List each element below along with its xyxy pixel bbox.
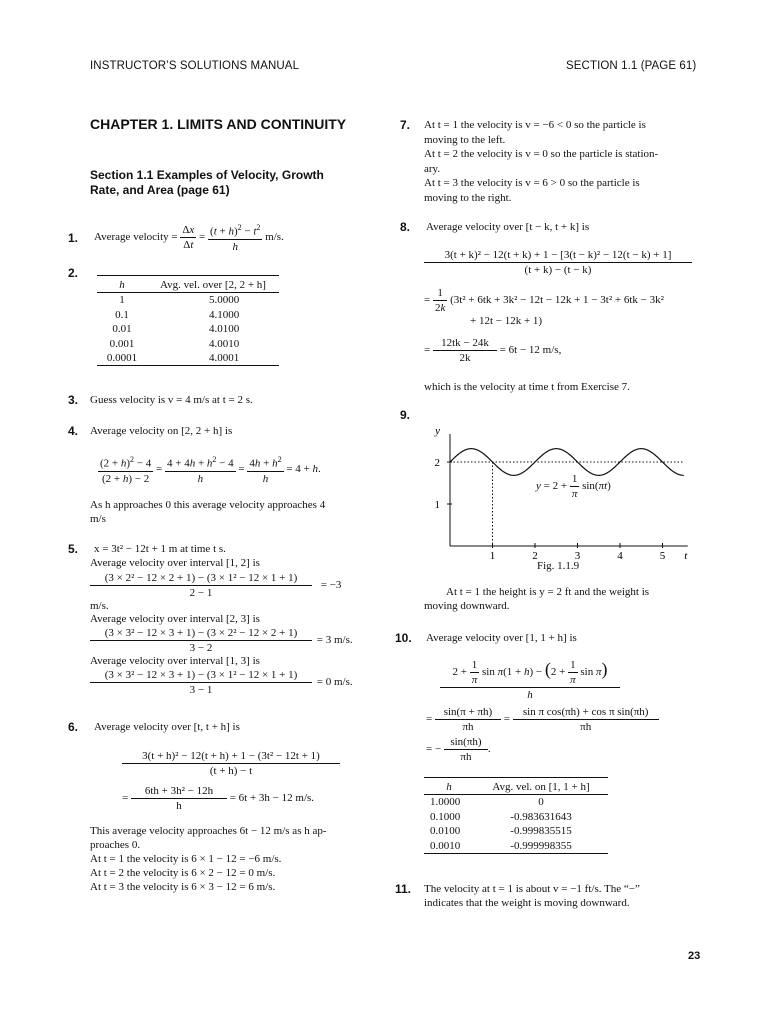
table-ex10-row: [424, 810, 608, 824]
exercise-11-line1: The velocity at t = 1 is about v = −1 ft/s. The “−”: [424, 883, 640, 895]
table-ex10-cell-h: 0.1000: [430, 810, 461, 823]
chapter-title: CHAPTER 1. LIMITS AND CONTINUITY: [90, 116, 347, 132]
exercise-3-number: 3.: [68, 393, 79, 407]
table-ex2-cell-value: 5.0000: [209, 294, 240, 307]
exercise-3-text: Guess velocity is v = 4 m/s at t = 2 s.: [90, 394, 253, 406]
exercise-4-formula: $\frac{(2 + h)^2 - 4}{(2 + h) - 2}$ = $\frac{4 + 4h + h^2 - 4}{h}$ = $\frac{4h + h^2}{h}$ = 4 + h.: [100, 455, 321, 485]
table-ex10-head-avg: Avg. vel. on [1, 1 + h]: [474, 778, 608, 795]
table-ex10: [424, 777, 608, 854]
exercise-10-frac3: = − $\frac{\sin(\pi h)}{\pi h}$ .: [426, 736, 491, 763]
table-head-avg: Avg. vel. over [2, 2 + h]: [147, 276, 279, 293]
x-tick-label: 3: [574, 550, 581, 562]
exercise-10-line1: Average velocity over [1, 1 + h] is: [426, 632, 577, 644]
exercise-10-frac1: 2 + $\frac{1}{\pi}$ sin π(1 + h) − (2 + $\frac{1}{\pi}$ sin π) h: [440, 658, 620, 702]
x-tick-label: 4: [617, 550, 623, 562]
exercise-8-expansion: = $\frac{1}{2k}$ (3t² + 6tk + 3k² − 12t − 12k + 1 − 3t² + 6tk − 3k²: [424, 287, 664, 314]
table-ex2-row: [97, 293, 279, 308]
exercise-5-number: 5.: [68, 542, 79, 556]
table-ex10-cell-h: 0.0010: [430, 839, 461, 852]
y-axis-label: y: [435, 425, 440, 437]
exercise-2-number: 2.: [68, 266, 79, 280]
x-tick-label: 1: [489, 550, 496, 562]
exercise-4-after-2: m/s: [90, 513, 106, 525]
table-ex10-head-h: h: [446, 781, 452, 793]
table-ex10-row: [424, 824, 608, 838]
table-ex2-cell-value: 4.0001: [209, 352, 240, 365]
page-number: 23: [688, 950, 701, 962]
section-title-line2: Rate, and Area (page 61): [90, 183, 230, 197]
table-ex2-cell-h: 0.01: [112, 323, 132, 336]
exercise-9-after-1: At t = 1 the height is y = 2 ft and the weight is: [446, 586, 650, 598]
table-h-avg-velocity: [97, 275, 279, 366]
figure-caption: Fig. 1.1.9: [537, 560, 580, 572]
exercise-10-number: 10.: [395, 631, 412, 645]
exercise-8-number: 8.: [400, 220, 411, 234]
fraction-dx-dt: $\frac{\Delta x}{\Delta t}$: [182, 223, 195, 251]
exercise-9-number: 9.: [400, 408, 411, 422]
y-tick-label: 2: [434, 457, 440, 469]
table-ex2-cell-h: 0.1: [115, 308, 129, 321]
table-ex2-row: [97, 308, 279, 322]
exercise-6-after-1: This average velocity approaches 6t − 12 m/s as h ap-: [90, 825, 327, 837]
exercise-5-line2: Average velocity over interval [1, 2] is: [90, 557, 260, 569]
avg-velocity-label: Average velocity =: [94, 230, 178, 243]
exercise-6-number: 6.: [68, 720, 79, 734]
table-ex2-row: [97, 337, 279, 351]
table-ex10-cell-value: 0: [538, 796, 544, 809]
exercise-1-number: 1.: [68, 231, 79, 245]
table-ex10-row: [424, 839, 608, 854]
table-ex2-cell-h: 1: [119, 294, 125, 307]
exercise-1-formula: Average velocity = $\frac{\Delta x}{\Delta t}$ = $\frac{(t + h)^2 - t^2}{h}$ m/s.: [94, 223, 284, 253]
exercise-4-text: Average velocity on [2, 2 + h] is: [90, 425, 233, 437]
exercise-8-line1: Average velocity over [t − k, t + k] is: [426, 221, 590, 233]
table-ex10-cell-h: 1.0000: [430, 796, 461, 809]
x-tick-label: 5: [659, 550, 666, 562]
exercise-5-line3: m/s.: [90, 600, 109, 612]
table-ex2-cell-value: 4.1000: [209, 308, 240, 321]
table-ex2-cell-value: 4.0010: [209, 337, 240, 350]
fraction-h-quotient: $\frac{(t + h)^2 - t^2}{h}$: [210, 223, 261, 253]
table-ex2-cell-h: 0.0001: [106, 352, 138, 365]
exercise-6-after-4: At t = 2 the velocity is 6 × 2 − 12 = 0 m/s.: [90, 867, 276, 879]
exercise-6-frac2: = $\frac{\text{6th + 3h² − 12h}}{h}$ = 6t + 3h − 12 m/s.: [122, 785, 315, 812]
exercise-10-frac2: = $\frac{\sin(\pi + \pi h)}{\pi h}$ = $\frac{\text{sin π cos(πh) + cos π sin(πh)}}{\pi h}$: [426, 705, 659, 734]
graph-annotation: y = 2 + $\frac{1}{\pi}$ sin(πt): [536, 473, 611, 500]
exercise-7-number: 7.: [400, 118, 411, 132]
table-ex10-row: [424, 795, 608, 810]
exercise-8-after: which is the velocity at time t from Exercise 7.: [424, 381, 630, 393]
exercise-8-expansion-cont: + 12t − 12k + 1): [470, 315, 543, 327]
exercise-6-line1: Average velocity over [t, t + h] is: [94, 721, 240, 733]
exercise-5-frac3: $\frac{\text{(3 × 3² − 12 × 3 + 1) − (3 × 1² − 12 × 1 + 1)}}{3 - 1}$ = 0 m/s.: [90, 668, 353, 697]
exercise-7-body: At t = 1 the velocity is v = −6 < 0 so the particle is moving to the left. At t = 2 the velocity is v = 0 so the particle is station- ary. At t = 3 the velocity is v = 6 > 0 so the particle is moving to the right.: [424, 119, 659, 204]
table-ex10-cell-value: -0.983631643: [510, 810, 572, 823]
exercise-5-frac1: $\frac{\text{(3 × 2² − 12 × 2 + 1) − (3 × 1² − 12 × 1 + 1)}}{2 - 1}$ = −3: [90, 571, 341, 600]
table-ex10-cell-h: 0.0100: [430, 825, 461, 838]
table-ex10-cell-value: -0.999998355: [510, 839, 572, 852]
exercise-11-number: 11.: [395, 882, 412, 896]
table-ex2-row: [97, 322, 279, 336]
exercise-5-frac2: $\frac{\text{(3 × 3² − 12 × 3 + 1) − (3 × 2² − 12 × 2 + 1)}}{3 - 2}$ = 3 m/s.: [90, 626, 353, 655]
running-header-right: SECTION 1.1 (PAGE 61): [566, 60, 697, 72]
exercise-8-frac1: $\frac{\text{3(t + k)² − 12(t + k) + 1 − [3(t − k)² − 12(t − k) + 1]}}{(t + k) - (t - k)}$: [424, 248, 692, 277]
exercise-11-line2: indicates that the weight is moving downward.: [424, 897, 630, 909]
exercise-4-after-1: As h approaches 0 this average velocity approaches 4: [90, 499, 326, 511]
running-header-left: INSTRUCTOR’S SOLUTIONS MANUAL: [90, 60, 300, 72]
table-ex2-row: [97, 351, 279, 366]
x-axis-label: t: [684, 550, 688, 562]
unit-ms: m/s.: [265, 230, 284, 243]
table-ex2-cell-value: 4.0100: [209, 323, 240, 336]
table-ex10-cell-value: -0.999835515: [510, 825, 572, 838]
exercise-8-result: = $\frac{12tk - 24k}{2k}$ = 6t − 12 m/s,: [424, 337, 562, 364]
exercise-5-line5: Average velocity over interval [1, 3] is: [90, 655, 260, 667]
table-ex2-cell-h: 0.001: [109, 337, 135, 350]
x-tick-label: 2: [532, 550, 538, 562]
table-head-h: h: [119, 279, 125, 291]
section-title-line1: Section 1.1 Examples of Velocity, Growth: [90, 168, 324, 182]
y-tick-label: 1: [434, 499, 440, 511]
exercise-5-line4: Average velocity over interval [2, 3] is: [90, 613, 260, 625]
exercise-4-number: 4.: [68, 424, 79, 438]
exercise-6-after-2: proaches 0.: [90, 839, 141, 851]
exercise-9-after-2: moving downward.: [424, 600, 510, 612]
exercise-6-after-3: At t = 1 the velocity is 6 × 1 − 12 = −6 m/s.: [90, 853, 282, 865]
exercise-6-after-5: At t = 3 the velocity is 6 × 3 − 12 = 6 m/s.: [90, 881, 276, 893]
exercise-5-line1: x = 3t² − 12t + 1 m at time t s.: [94, 543, 226, 555]
exercise-6-frac1: $\frac{\text{3(t + h)² − 12(t + h) + 1 − (3t² − 12t + 1)}}{(t + h) - t}$: [122, 749, 340, 778]
